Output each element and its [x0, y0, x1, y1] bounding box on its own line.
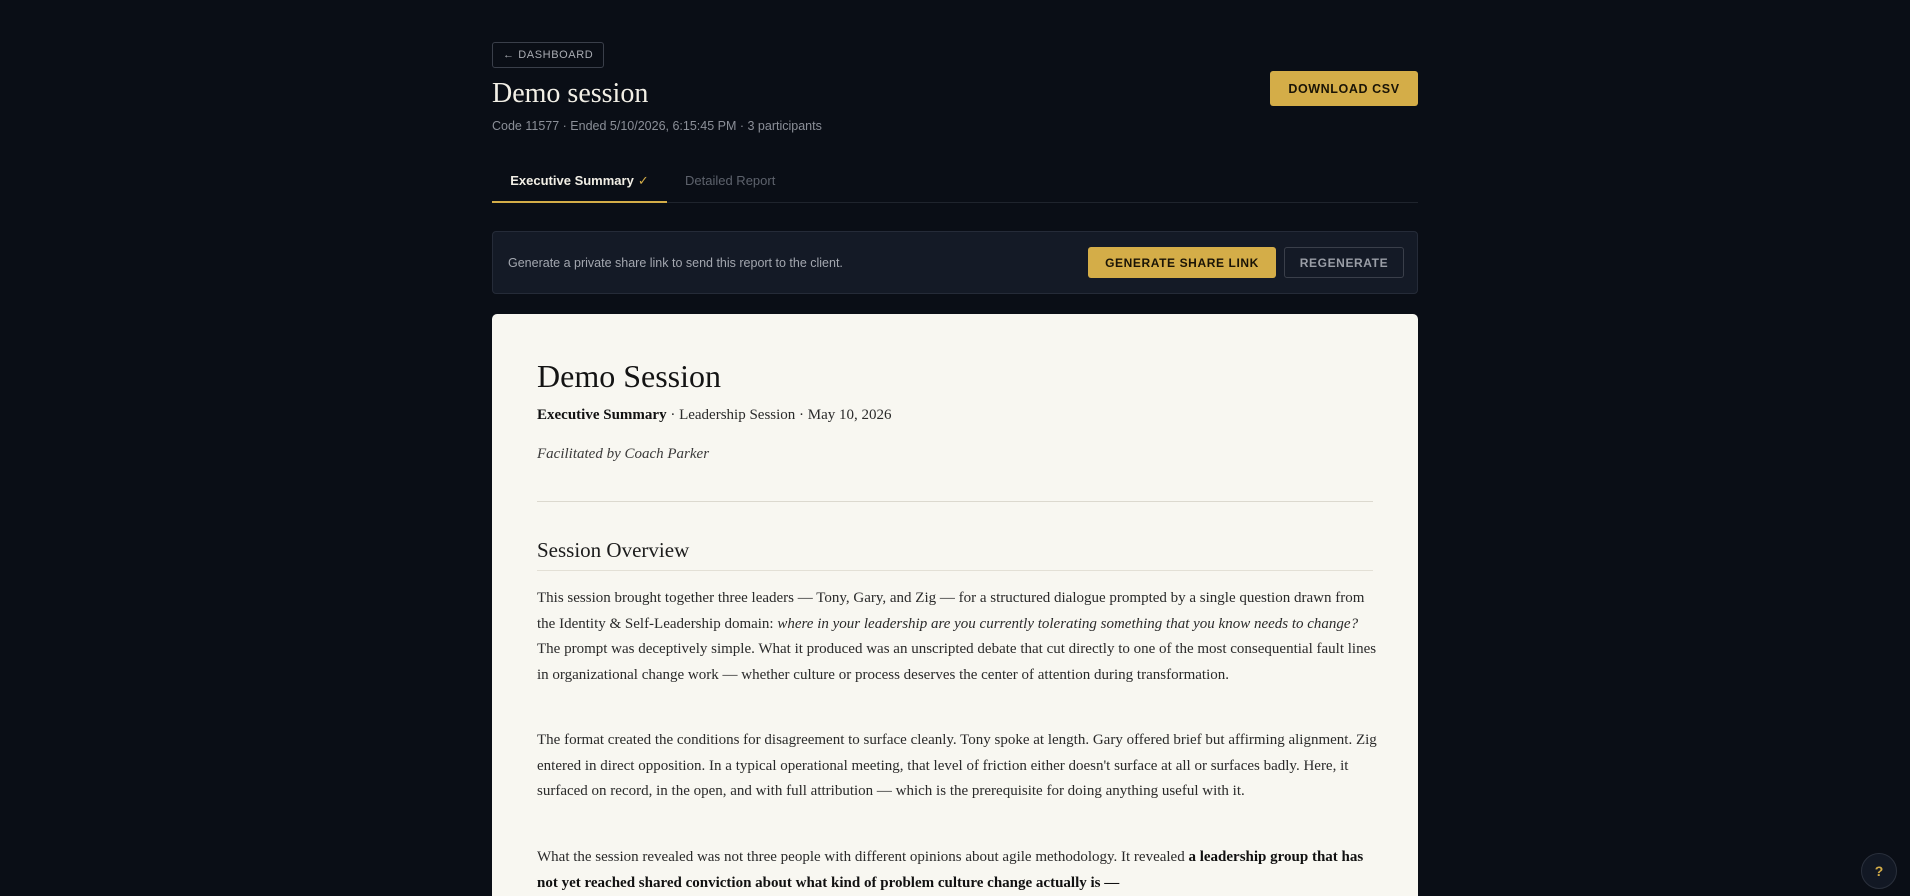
overview-paragraph-3: What the session revealed was not three people with different opinions about agile methodology. It revealed a leadership group that has not yet reached shared conviction about what kind of problem culture change actually is — [537, 849, 1364, 891]
session-meta: Code 11577 · Ended 5/10/2026, 6:15:45 PM · 3 participants [492, 119, 822, 133]
report-facilitator: Facilitated by Coach Parker [537, 446, 710, 462]
regenerate-button[interactable]: REGENERATE [1284, 247, 1404, 278]
download-csv-button[interactable]: DOWNLOAD CSV [1270, 71, 1418, 106]
report-type: Executive Summary [537, 407, 667, 423]
help-button[interactable]: ? [1861, 853, 1897, 889]
report-subtitle [537, 407, 892, 424]
page-title: Demo session [492, 78, 649, 109]
section-heading-rule [537, 570, 1373, 571]
tab-executive-summary-label: Executive Summary [510, 173, 634, 188]
tab-detailed-report[interactable]: Detailed Report [685, 173, 776, 188]
report-tabs [492, 166, 1418, 203]
overview-paragraph-2: The format created the conditions for disagreement to surface cleanly. Tony spoke at length. Gary offered brief but affirming alignment. Zig entered in direct opposition. In a typical operational meeting, that level of friction either doesn't surface at all or surfaces badly. Here, it surfaced on record, in the open, and with full attribution — which is the prerequisite for doing anything useful with it. [537, 732, 1377, 800]
share-link-panel [492, 231, 1418, 294]
check-icon: ✓ [637, 173, 649, 188]
back-to-dashboard-button[interactable]: ← DASHBOARD [492, 42, 604, 68]
section-heading-session-overview: Session Overview [537, 538, 690, 562]
tab-executive-summary[interactable] [492, 166, 667, 203]
report-subtitle-details: · Leadership Session · May 10, 2026 [666, 407, 892, 423]
report-divider [537, 501, 1373, 502]
overview-paragraph-1: This session brought together three leaders — Tony, Gary, and Zig — for a structured dialogue prompted by a single question drawn from the Identity & Self-Leadership domain: where in your leadership are you currently tolerating something that you know needs to change? The prompt was deceptively simple. What it produced was an unscripted debate that cut directly to one of the most consequential fault lines in organizational change work — whether culture or process deserves the center of attention during transformation. [537, 590, 1377, 683]
report-title: Demo Session [537, 358, 721, 394]
report-document [492, 314, 1418, 896]
generate-share-link-button[interactable]: GENERATE SHARE LINK [1088, 247, 1276, 278]
share-link-description: Generate a private share link to send this report to the client. [508, 256, 843, 270]
